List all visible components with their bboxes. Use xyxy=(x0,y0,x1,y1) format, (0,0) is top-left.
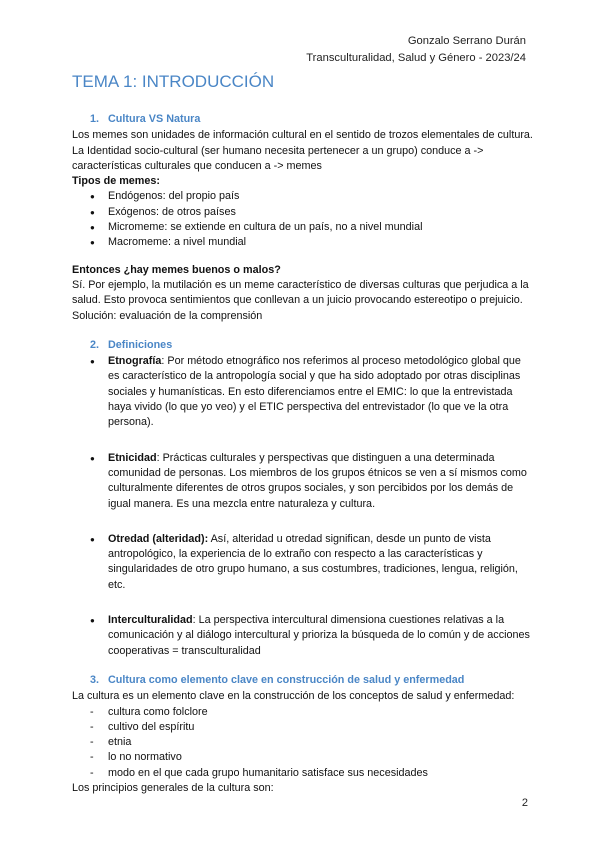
page-title: TEMA 1: INTRODUCCIÓN xyxy=(72,72,275,91)
section-heading-1: 1. Cultura VS Natura xyxy=(90,113,201,125)
definition-text: : Por método etnográfico nos referimos al proceso metodológico global que es característico de la antropología social y que ha sido adoptado por otras disciplinas sociales y humanísticas. En esto diferenciamos entre el EMIC: lo que la entrevistada haya vivido (lo que yo veo) y el ETIC perspectiva del entrevistador (lo que ve la otra persona). xyxy=(108,355,521,429)
header-author: Gonzalo Serrano Durán xyxy=(407,35,526,47)
definitions-list xyxy=(72,354,534,659)
section-heading-3: 3. Cultura como elemento clave en construcción de salud y enfermedad xyxy=(90,673,465,686)
list-item: - modo en el que cada grupo humanitario satisface sus necesidades xyxy=(108,766,534,781)
list-item: - cultivo del espíritu xyxy=(108,720,534,735)
list-item: ● Micromeme: se extiende en cultura de un país, no a nivel mundial xyxy=(108,220,534,235)
section1-intro: Los memes son unidades de información cultural en el sentido de trozos elementales de cultura. La Identidad socio-cultural (ser humano necesita pertenecer a un grupo) conduce a -> características culturales que conducen a -> memes xyxy=(72,129,533,172)
definition-term: Etnicidad xyxy=(108,451,157,464)
header-course: Transculturalidad, Salud y Género - 2023/24 xyxy=(306,52,526,64)
section3-outro: Los principios generales de la cultura son: xyxy=(72,781,274,794)
definition-otredad xyxy=(108,532,534,593)
meme-types-list xyxy=(72,189,534,250)
page-number: 2 xyxy=(521,797,528,809)
definition-etnografia xyxy=(108,354,534,430)
page-header xyxy=(306,33,526,67)
definition-term: Otredad (alteridad): xyxy=(108,532,209,545)
meme-question: Entonces ¿hay memes buenos o malos? xyxy=(72,263,281,276)
section3-intro: La cultura es un elemento clave en la construcción de los conceptos de salud y enfermedad: xyxy=(72,690,515,703)
definition-text: : La perspectiva intercultural dimensiona cuestiones relativas a la comunicación y al diálogo intercultural y prioriza la búsqueda de lo común y de acciones cooperativas = transculturalidad xyxy=(108,614,530,657)
culture-concepts-list xyxy=(72,705,534,781)
meme-answer: Sí. Por ejemplo, la mutilación es un meme característico de diversas culturas que perjudica a la salud. Esto provoca sentimientos que conllevan a un juicio provocando estereotipo o prejuicio. Solución: evaluación de la comprensión xyxy=(72,278,529,322)
list-item: ● Exógenos: de otros países xyxy=(108,205,534,220)
definition-term: Etnografía xyxy=(108,355,162,368)
definition-term: Interculturalidad xyxy=(108,614,193,627)
list-item: - cultura como folclore xyxy=(108,705,534,720)
list-item: ● Macromeme: a nivel mundial xyxy=(108,235,534,250)
definition-etnicidad xyxy=(108,451,534,512)
definition-text: : Prácticas culturales y perspectivas que distinguen a una determinada comunidad de personas. Los miembros de los grupos étnicos se ven a sí mismos como culturalmente diferentes de otros grupos sociales, y son percibidos por los demás de igual manera. Es una mezcla entre naturaleza y cultura. xyxy=(108,451,527,510)
definition-text: Así, alteridad u otredad significan, desde un punto de vista antropológico, la experiencia de lo extraño con respecto a las características y singularidades de otro grupo humano, a sus costumbres, tradiciones, lengua, religión, etc. xyxy=(108,532,518,591)
list-item: - etnia xyxy=(108,735,534,750)
definition-interculturalidad xyxy=(108,613,534,659)
list-item: - lo no normativo xyxy=(108,750,534,765)
meme-types-heading: Tipos de memes: xyxy=(72,175,161,188)
section-heading-2: 2. Definiciones xyxy=(90,338,173,351)
list-item: ● Endógenos: del propio país xyxy=(108,189,534,204)
document-body xyxy=(72,112,534,796)
